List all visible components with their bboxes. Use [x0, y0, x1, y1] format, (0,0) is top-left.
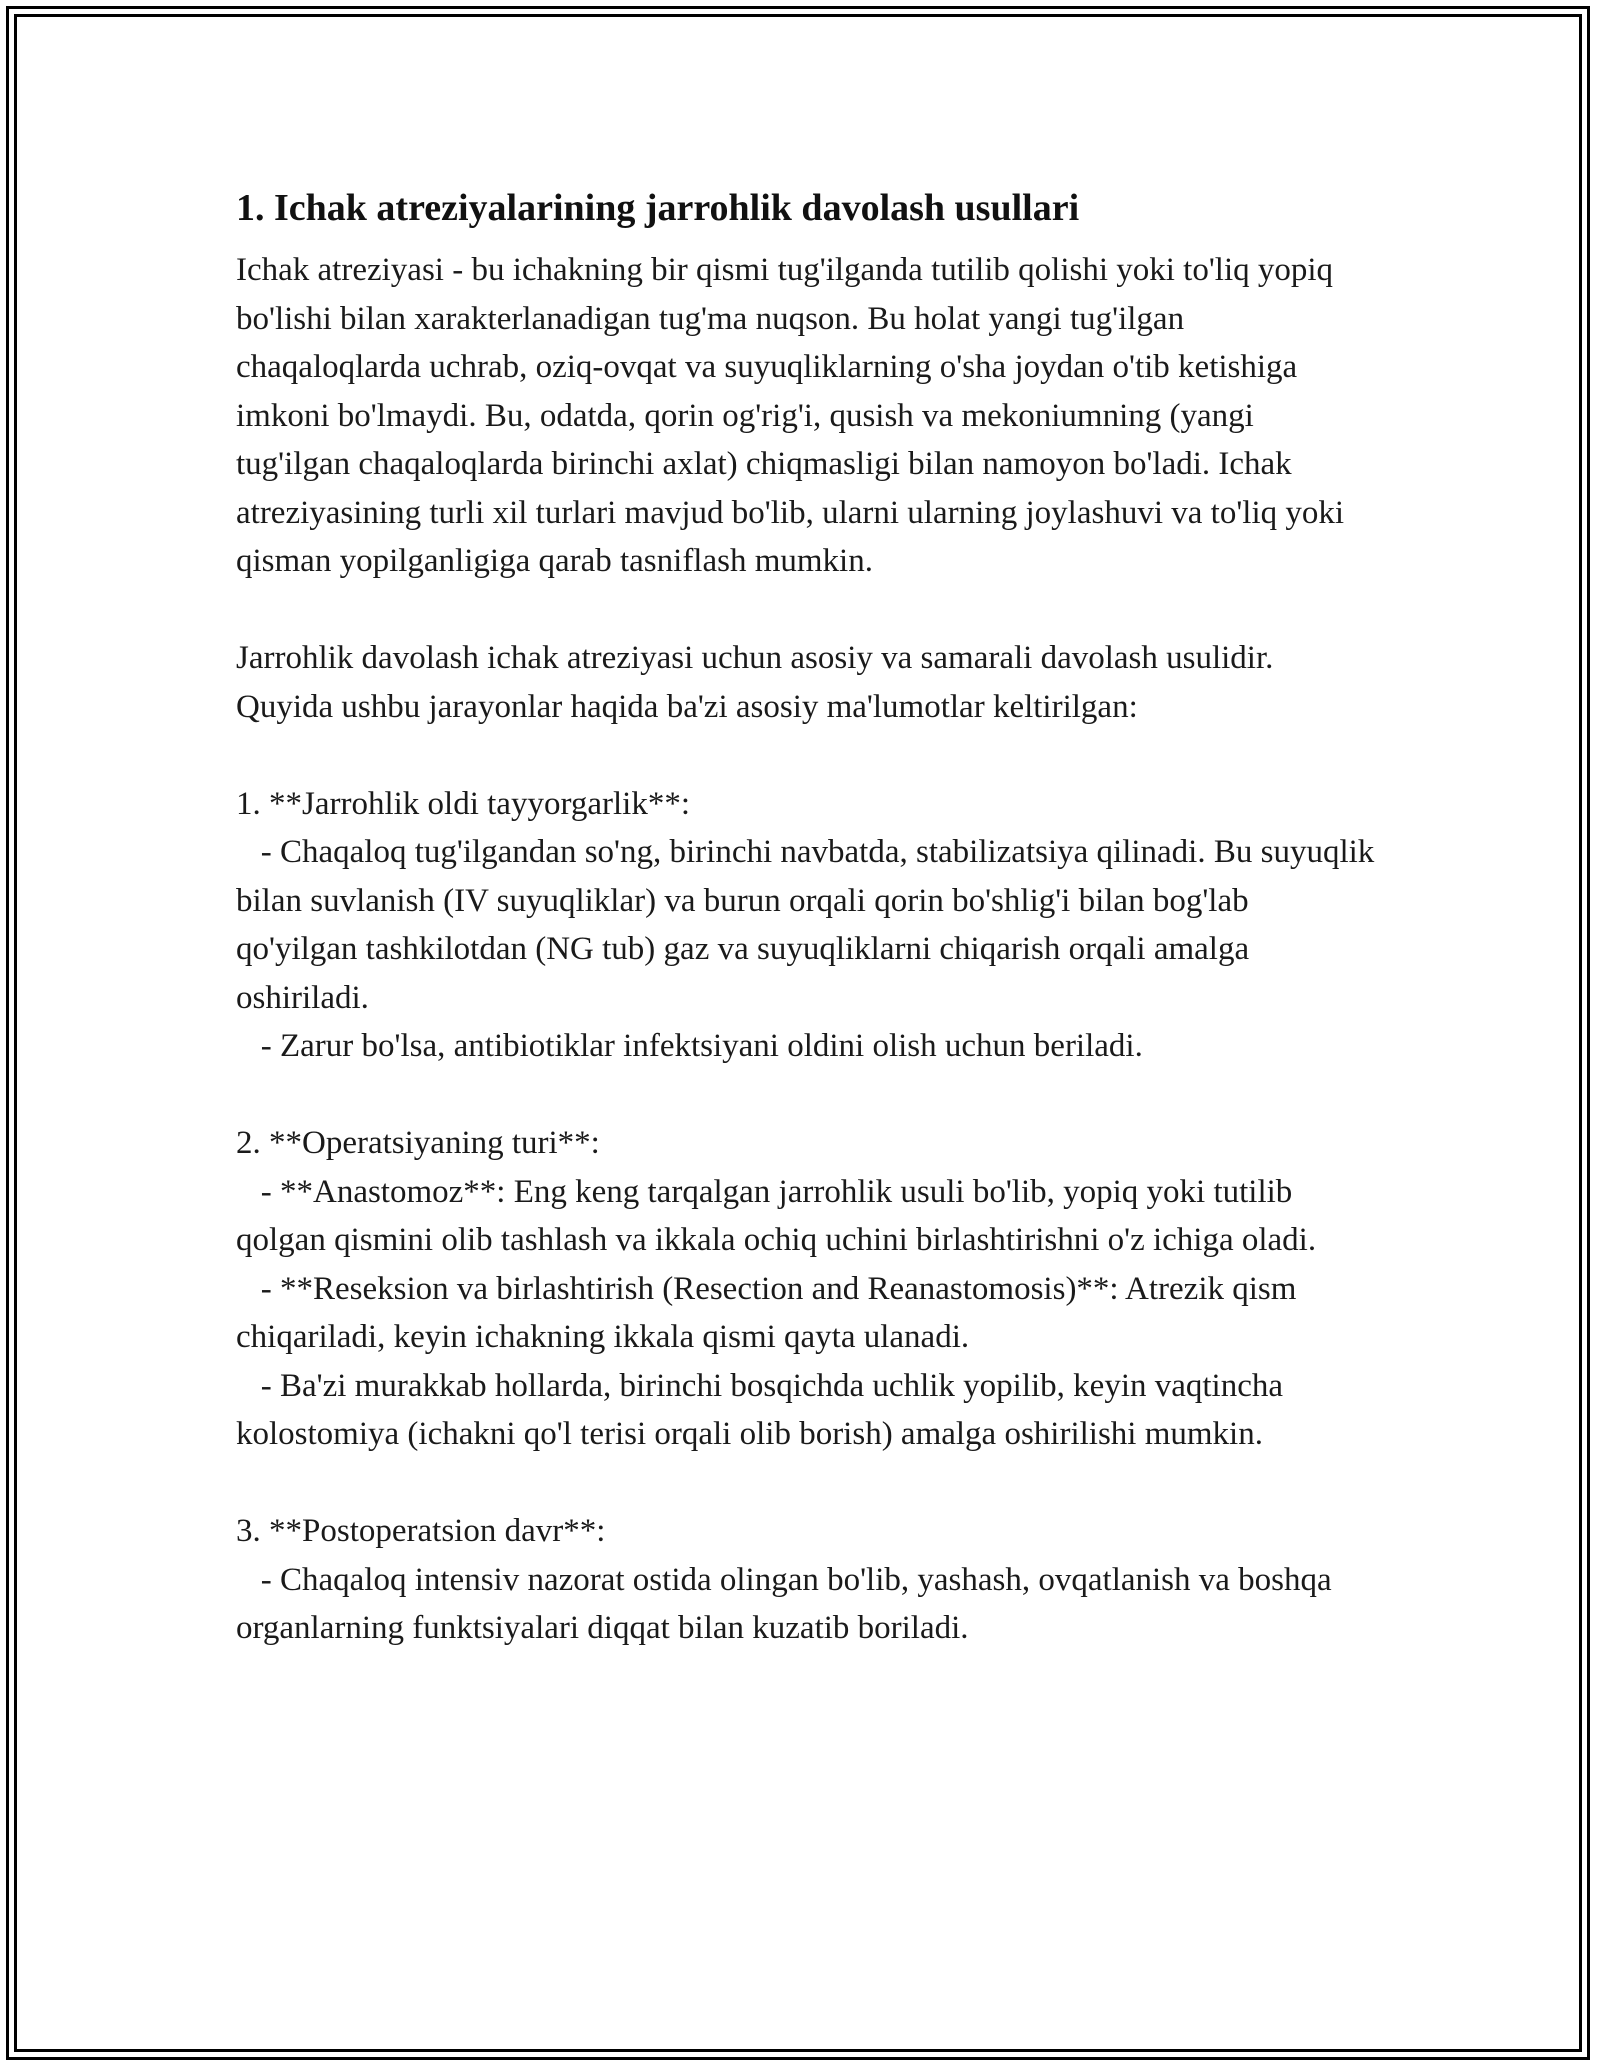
section-item: - Ba'zi murakkab hollarda, birinchi bosqichda uchlik yopilib, keyin vaqtincha kolostomiya (ichakni qo'l terisi orqali olib borish) amalga oshirilishi mumkin. — [236, 1367, 1292, 1452]
section-title-operation: 2. **Operatsiyaning turi**: — [236, 1125, 600, 1161]
paragraph-spacer — [236, 1459, 1376, 1508]
intro-paragraph: Ichak atreziyasi - bu ichakning bir qismi tug'ilganda tutilib qolishi yoki to'liq yopiq bo'lishi bilan xarakterlanadigan tug'ma nuqson. Bu holat yangi tug'ilgan chaqaloqlarda uchrab, oziq-ovqat va suyuqliklarning o'sha joydan o'tib ketishiga imkoni bo'lmaydi. Bu, odatda, qorin og'rig'i, qusish va mekoniumning (yangi tug'ilgan chaqaloqlarda birinchi axlat) chiqmasligi bilan namoyon bo'ladi. Ichak atreziyasining turli xil turlari mavjud bo'lib, ularni ularning joylashuvi va to'liq yoki qisman yopilganligiga qarab tasniflash mumkin. — [236, 252, 1353, 579]
second-paragraph: Jarrohlik davolash ichak atreziyasi uchun asosiy va samarali davolash usulidir. Quyida ushbu jarayonlar haqida ba'zi asosiy ma'lumotlar keltirilgan: — [236, 640, 1282, 725]
paragraph-spacer — [236, 586, 1376, 635]
document-body — [236, 184, 1383, 1653]
document-heading: 1. Ichak atreziyalarining jarrohlik davolash usullari — [236, 187, 1080, 229]
section-title-preop: 1. **Jarrohlik oldi tayyorgarlik**: — [236, 785, 690, 822]
section-title-postop: 3. **Postoperatsion davr**: — [236, 1513, 606, 1549]
section-item: - **Reseksion va birlashtirish (Resection and Reanastomosis)**: Atrezik qism chiqariladi, keyin ichakning ikkala qismi qayta ulanadi. — [236, 1270, 1305, 1355]
section-item: - Chaqaloq tug'ilgandan so'ng, birinchi navbatda, stabilizatsiya qilinadi. Bu suyuqlik bilan suvlanish (IV suyuqliklar) va burun orqali qorin bo'shlig'i bilan bog'lab qo'yilgan tashkilotdan (NG tub) gaz va suyuqliklarni chiqarish orqali amalga oshiriladi. — [236, 834, 1383, 1016]
section-item: - **Anastomoz**: Eng keng tarqalgan jarrohlik usuli bo'lib, yopiq yoki tutilib qolgan qismini olib tashlash va ikkala ochiq uchini birlashtirishni o'z ichiga oladi. — [236, 1173, 1317, 1258]
paragraph-spacer — [236, 1071, 1376, 1120]
section-item: - Chaqaloq intensiv nazorat ostida olingan bo'lib, yashash, ovqatlanish va boshqa organlarning funktsiyalari diqqat bilan kuzatib boriladi. — [236, 1561, 1340, 1646]
section-item: - Zarur bo'lsa, antibiotiklar infektsiyani oldini olish uchun beriladi. — [236, 1028, 1143, 1064]
paragraph-spacer — [236, 731, 1376, 780]
